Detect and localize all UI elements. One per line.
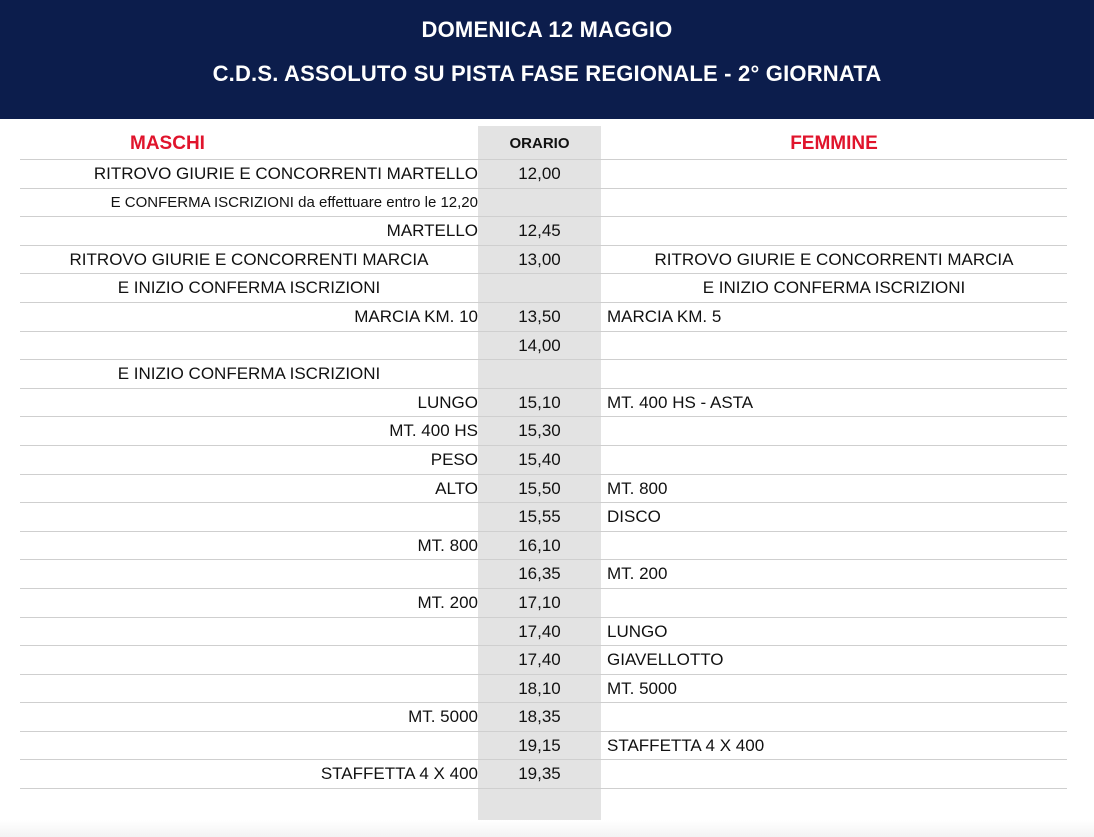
table-row <box>20 618 1067 647</box>
maschi-cell: LUNGO <box>417 392 478 412</box>
table-row <box>20 332 1067 361</box>
orario-cell: 16,10 <box>518 535 561 555</box>
page-title: DOMENICA 12 MAGGIO <box>421 17 673 42</box>
orario-cell: 13,00 <box>518 249 561 269</box>
maschi-cell: MARCIA KM. 10 <box>354 306 478 326</box>
maschi-cell <box>20 503 484 531</box>
femmine-cell: MT. 200 <box>607 564 668 584</box>
maschi-cell: RITROVO GIURIE E CONCORRENTI MARCIA <box>69 249 429 269</box>
table-row <box>20 560 1067 589</box>
orario-cell: 16,35 <box>518 564 561 584</box>
orario-cell: 17,40 <box>518 621 561 641</box>
femmine-cell <box>601 532 1067 560</box>
page-subtitle: C.D.S. ASSOLUTO SU PISTA FASE REGIONALE - 2° GIORNATA <box>212 61 882 86</box>
orario-cell: 13,50 <box>518 306 561 326</box>
orario-cell: 19,15 <box>518 735 561 755</box>
maschi-cell: ALTO <box>435 478 478 498</box>
maschi-cell: MT. 400 HS <box>389 421 478 441</box>
orario-cell: 18,35 <box>518 707 561 727</box>
femmine-cell <box>601 703 1067 731</box>
femmine-cell <box>601 217 1067 245</box>
table-row <box>20 675 1067 704</box>
orario-cell: 15,55 <box>518 507 561 527</box>
maschi-cell: MT. 200 <box>417 592 478 612</box>
table-row <box>20 475 1067 504</box>
table-row <box>20 389 1067 418</box>
table-row <box>20 760 1067 789</box>
femmine-cell: STAFFETTA 4 X 400 <box>607 735 765 755</box>
maschi-cell: RITROVO GIURIE E CONCORRENTI MARTELLO <box>93 164 478 183</box>
maschi-cell <box>20 560 484 588</box>
orario-cell: 15,10 <box>518 392 561 412</box>
orario-cell: 19,35 <box>518 764 561 784</box>
table-row <box>20 589 1067 618</box>
orario-cell: 17,10 <box>518 592 561 612</box>
orario-cell: 12,00 <box>518 164 561 183</box>
maschi-cell: E INIZIO CONFERMA ISCRIZIONI <box>117 364 381 384</box>
femmine-cell <box>601 160 1067 188</box>
table-row <box>20 274 1067 303</box>
femmine-cell <box>601 332 1067 360</box>
femmine-cell <box>601 589 1067 617</box>
table-row <box>20 732 1067 761</box>
maschi-cell: MT. 800 <box>417 535 478 555</box>
maschi-cell: PESO <box>430 449 478 469</box>
maschi-cell: MARTELLO <box>386 221 478 241</box>
maschi-cell <box>20 332 484 360</box>
header-orario: ORARIO <box>509 135 570 152</box>
orario-cell: 14,00 <box>518 335 561 355</box>
femmine-cell <box>601 760 1067 788</box>
maschi-cell <box>20 618 484 646</box>
femmine-cell <box>601 189 1067 217</box>
femmine-cell: MT. 400 HS - ASTA <box>607 392 754 412</box>
maschi-cell <box>20 675 484 703</box>
table-row <box>20 217 1067 246</box>
table-row <box>20 532 1067 561</box>
femmine-cell: MT. 5000 <box>607 678 677 698</box>
maschi-cell: MT. 5000 <box>408 707 478 727</box>
maschi-cell: STAFFETTA 4 X 400 <box>320 764 478 784</box>
orario-cell: 15,40 <box>518 449 561 469</box>
schedule-table <box>20 130 1067 789</box>
orario-cell <box>478 189 601 217</box>
orario-cell: 15,50 <box>518 478 561 498</box>
table-row <box>20 646 1067 675</box>
table-row <box>20 446 1067 475</box>
table-row <box>20 703 1067 732</box>
table-row <box>20 360 1067 389</box>
femmine-cell: LUNGO <box>607 621 668 641</box>
femmine-cell: E INIZIO CONFERMA ISCRIZIONI <box>702 278 966 298</box>
table-row <box>20 417 1067 446</box>
header-femmine: FEMMINE <box>790 133 878 154</box>
page-header <box>0 0 1094 119</box>
orario-cell: 18,10 <box>518 678 561 698</box>
orario-cell <box>478 360 601 388</box>
bottom-fade <box>0 820 1094 837</box>
orario-cell: 15,30 <box>518 421 561 441</box>
table-row <box>20 503 1067 532</box>
femmine-cell: RITROVO GIURIE E CONCORRENTI MARCIA <box>654 249 1014 269</box>
femmine-cell: GIAVELLOTTO <box>607 650 724 670</box>
header-maschi: MASCHI <box>130 133 205 154</box>
maschi-cell: E INIZIO CONFERMA ISCRIZIONI <box>117 278 381 298</box>
table-row <box>20 160 1067 189</box>
table-row <box>20 303 1067 332</box>
femmine-cell <box>601 446 1067 474</box>
femmine-cell: MT. 800 <box>607 478 668 498</box>
orario-cell: 17,40 <box>518 650 561 670</box>
femmine-cell <box>601 417 1067 445</box>
table-row <box>20 189 1067 218</box>
table-row <box>20 246 1067 275</box>
femmine-cell <box>601 360 1067 388</box>
maschi-cell <box>20 646 484 674</box>
femmine-cell: DISCO <box>607 507 661 527</box>
orario-cell <box>478 274 601 302</box>
table-header-row <box>20 130 1067 160</box>
maschi-cell: E CONFERMA ISCRIZIONI da effettuare entro le 12,20 <box>110 193 478 211</box>
orario-cell: 12,45 <box>518 221 561 241</box>
femmine-cell: MARCIA KM. 5 <box>607 306 722 326</box>
maschi-cell <box>20 732 484 760</box>
